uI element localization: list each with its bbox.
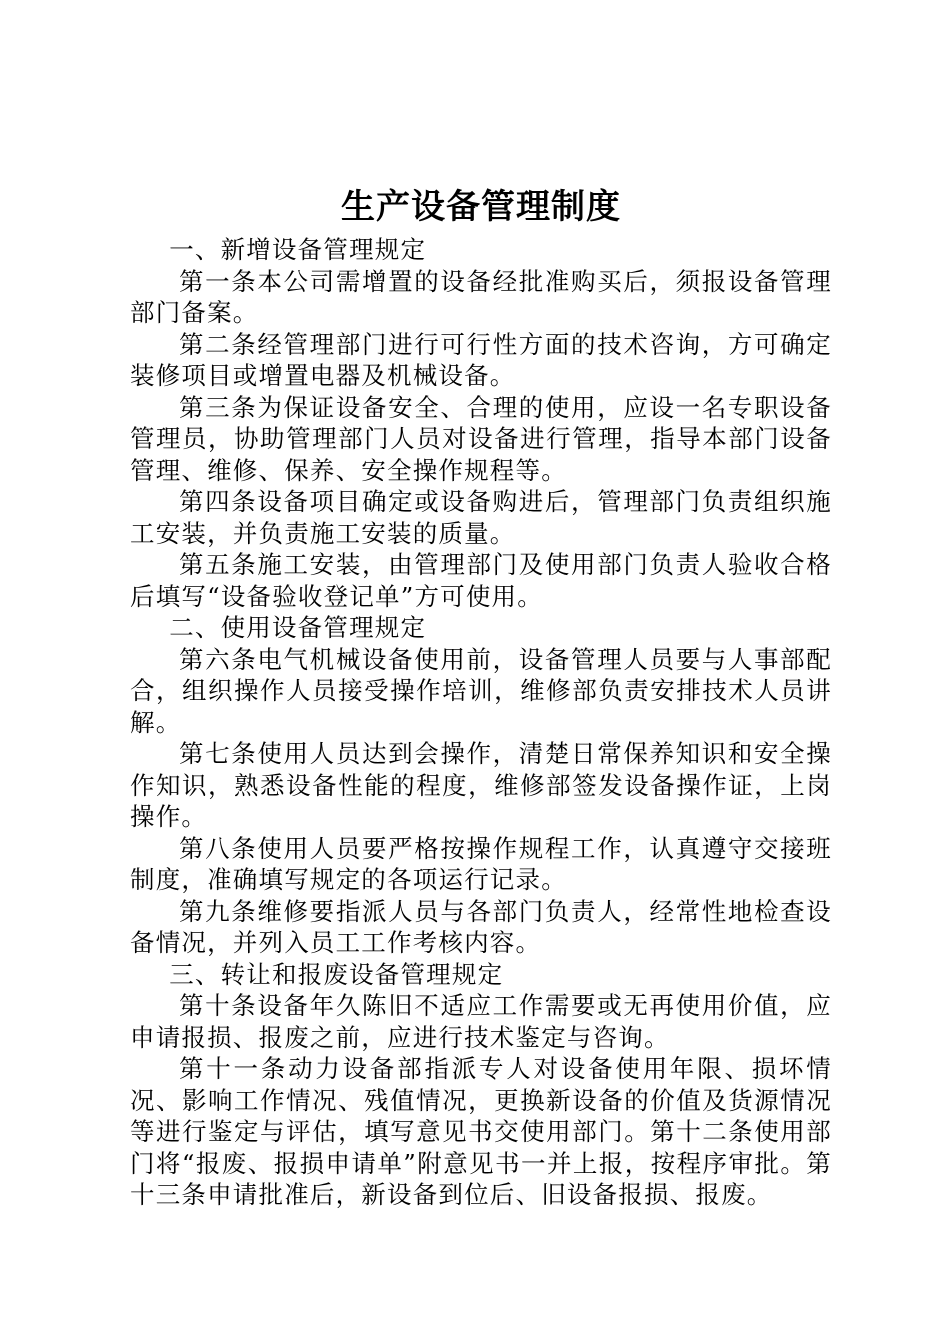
document-title: 生产设备管理制度 bbox=[341, 187, 621, 227]
section-heading: 二、使用设备管理规定 bbox=[169, 613, 427, 642]
article-10: 第十条设备年久陈旧不适应工作需要或无再使用价值，应申请报损、报废之前，应进行技术鉴定与咨询。 bbox=[130, 991, 832, 1052]
article-1: 第一条本公司需增置的设备经批准购买后，须报设备管理部门备案。 bbox=[130, 266, 832, 327]
article-2: 第二条经管理部门进行可行性方面的技术咨询，方可确定装修项目或增置电器及机械设备。 bbox=[130, 329, 832, 390]
article-9: 第九条维修要指派人员与各部门负责人，经常性地检查设备情况，并列入员工工作考核内容。 bbox=[130, 896, 832, 957]
article-6: 第六条电气机械设备使用前，设备管理人员要与人事部配合，组织操作人员接受操作培训，维修部负责安排技术人员讲解。 bbox=[130, 644, 832, 737]
section-new-equipment bbox=[130, 234, 832, 612]
article-11-13: 第十一条动力设备部指派专人对设备使用年限、损坏情况、影响工作情况、残值情况，更换新设备的价值及货源情况等进行鉴定与评估，填写意见书交使用部门。第十二条使用部门将“报废、报损申请单”附意见书一并上报，按程序审批。第十三条申请批准后，新设备到位后、旧设备报损、报废。 bbox=[130, 1054, 832, 1209]
article-4: 第四条设备项目确定或设备购进后，管理部门负责组织施工安装，并负责施工安装的质量。 bbox=[130, 487, 832, 548]
article-7: 第七条使用人员达到会操作，清楚日常保养知识和安全操作知识，熟悉设备性能的程度，维修部签发设备操作证，上岗操作。 bbox=[130, 739, 832, 831]
document-page bbox=[130, 180, 832, 1211]
article-8: 第八条使用人员要严格按操作规程工作，认真遵守交接班制度，准确填写规定的各项运行记录。 bbox=[130, 833, 832, 894]
section-transfer-scrap bbox=[130, 959, 832, 1211]
article-3: 第三条为保证设备安全、合理的使用，应设一名专职设备管理员，协助管理部门人员对设备进行管理，指导本部门设备管理、维修、保养、安全操作规程等。 bbox=[130, 392, 832, 485]
section-heading: 一、新增设备管理规定 bbox=[169, 235, 427, 264]
section-equipment-usage bbox=[130, 612, 832, 959]
document-body bbox=[130, 234, 832, 1211]
article-5: 第五条施工安装，由管理部门及使用部门负责人验收合格后填写“设备验收登记单”方可使用。 bbox=[130, 550, 832, 611]
section-heading: 三、转让和报废设备管理规定 bbox=[169, 959, 504, 989]
